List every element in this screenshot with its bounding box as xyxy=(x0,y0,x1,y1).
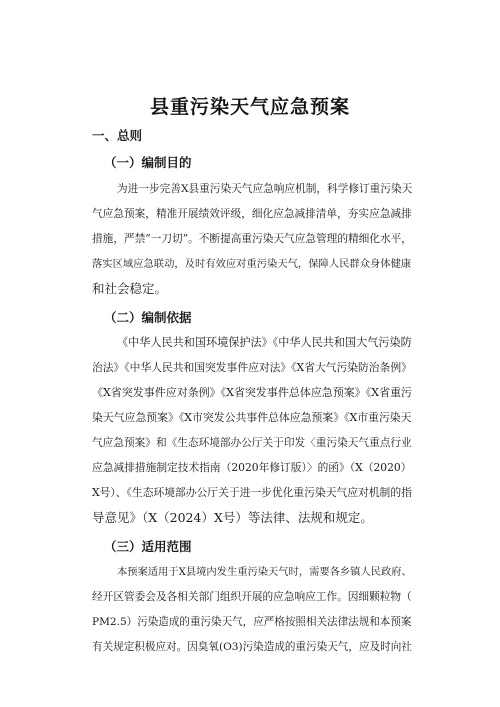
basis-line: 治法》《中华人民共和国突发事件应对法》《X省大气污染防治条例》 xyxy=(92,361,412,374)
basis-line: 《X省突发事件应对条例》《X省突发事件总体应急预案》《X省重污 xyxy=(92,386,413,399)
purpose-line: 为进一步完善X县重污染天气应急响应机制，科学修订重污染天 xyxy=(117,182,413,195)
subsection-heading-purpose: （一）编制目的 xyxy=(104,155,192,170)
purpose-line: 措施，严禁“一刀切”。不断提高重污染天气应急管理的精细化水平， xyxy=(92,232,412,245)
basis-line: 《中华人民共和国环境保护法》《中华人民共和国大气污染防 xyxy=(117,336,412,349)
basis-line: 导意见》（X（2024）X号）等法律、法规和规定。 xyxy=(92,510,373,525)
section-heading-general: 一、总则 xyxy=(92,128,143,143)
subsection-heading-basis: （二）编制依据 xyxy=(104,310,192,325)
scope-line: 经开区管委会及各相关部门组织开展的应急响应工作。因细颗粒物（ xyxy=(92,590,412,603)
basis-line: 染天气应急预案》《X市突发公共事件总体应急预案》《X市重污染天 xyxy=(92,411,412,424)
scope-line: 本预案适用于X县境内发生重污染天气时，需要各乡镇人民政府、 xyxy=(117,566,412,578)
basis-line: X号）、《生态环境部办公厅关于进一步优化重污染天气应对机制的指 xyxy=(92,486,412,499)
basis-line: 气应急预案》和《生态环境部办公厅关于印发〈重污染天气重点行业 xyxy=(92,436,412,449)
document-title: 县重污染天气应急预案 xyxy=(149,96,350,118)
purpose-line: 落实区域应急联动，及时有效应对重污染天气，保障人民群众身体健康 xyxy=(92,258,412,270)
subsection-heading-scope: （三）适用范围 xyxy=(104,539,192,554)
scope-line: PM2.5）污染造成的重污染天气，应严格按照相关法律法规和本预案 xyxy=(92,616,412,628)
purpose-line: 气应急预案，精准开展绩效评级，细化应急减排清单，夯实应急减排 xyxy=(92,207,412,220)
basis-line: 应急减排措施制定技术指南（2020年修订版）〉的函》（X（2020） xyxy=(92,461,412,474)
purpose-line: 和社会稳定。 xyxy=(92,281,168,296)
scope-line: 有关规定积极应对。因臭氧(O3)污染造成的重污染天气，应及时向社 xyxy=(92,641,412,653)
